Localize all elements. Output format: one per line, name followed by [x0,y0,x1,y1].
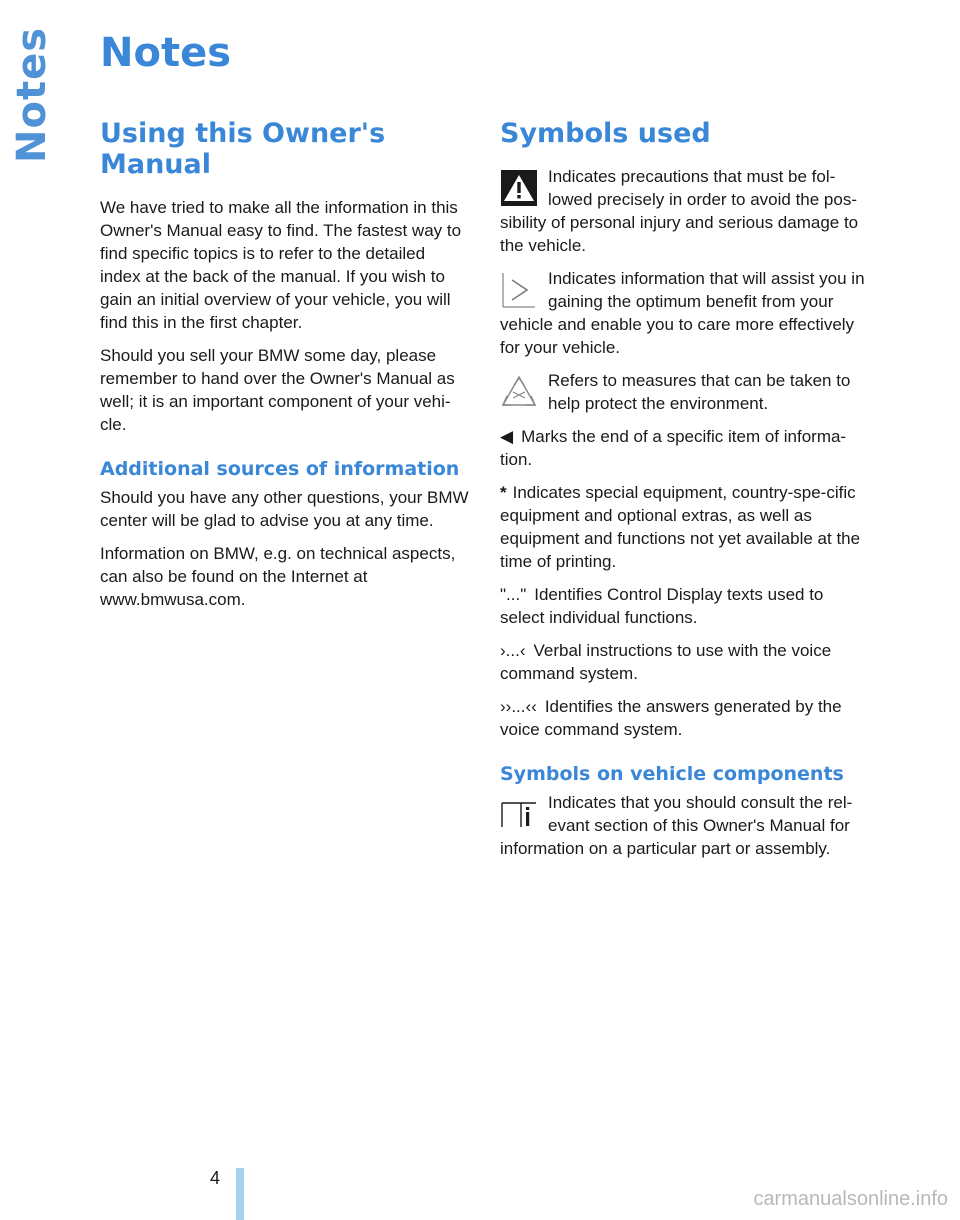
right-column [500,118,870,870]
subheading-sources: Additional sources of information [100,458,460,480]
recycle-icon [500,371,538,413]
watermark: carmanualsonline.info [753,1188,948,1210]
star-entry [500,481,870,573]
paragraph-questions: Should you have any other questions, your BMW center will be glad to advise you at any time. [100,488,469,530]
left-column [100,118,470,621]
quote-text: Identifies Control Display texts used to select individual functions. [500,585,824,627]
quote-symbol: "..." [500,585,527,604]
end-mark-icon: ◀ [500,427,514,446]
page-title: Notes [100,30,232,76]
info-book-icon [500,793,538,835]
page-bar [236,1168,244,1220]
answer-symbol: ››...‹‹ [500,697,537,716]
quote-entry [500,583,870,629]
voice-entry [500,639,870,685]
star-text: Indicates special equipment, country-spe-cific equipment and optional extras, as well as equipment and functions not yet available at the time of printing. [500,483,861,571]
subheading-components: Symbols on vehicle components [500,763,844,785]
answer-entry [500,695,870,741]
star-icon: * [500,483,507,502]
section-heading-symbols: Symbols used [500,118,711,149]
arrow-triangle-icon [500,269,538,311]
symbol-component-entry [500,791,870,860]
symbol-environment-text: Refers to measures that can be taken to help protect the environment. [548,371,851,413]
side-tab [4,26,60,164]
voice-text: Verbal instructions to use with the voice command system. [500,641,832,683]
symbol-warning-entry [500,165,870,257]
paragraph-internet: Information on BMW, e.g. on technical aspects, can also be found on the Internet at www.bmwusa.com. [100,544,456,609]
voice-symbol: ›...‹ [500,641,526,660]
symbol-info-text: Indicates information that will assist you in gaining the optimum benefit from your vehicle and enable you to care more effectively for your vehicle. [500,269,865,357]
paragraph-intro: We have tried to make all the information in this Owner's Manual easy to find. The fastest way to find specific topics is to refer to the detailed index at the back of the manual. If you wish to gain an initial overview of your vehicle, you will find this in the first chapter. [100,198,462,332]
page-number: 4 [210,1168,221,1188]
answer-text: Identifies the answers generated by the voice command system. [500,697,842,739]
symbol-warning-text: Indicates precautions that must be fol-lowed precisely in order to avoid the pos-sibility of personal injury and serious damage to the vehicle. [500,167,859,255]
end-mark-text: Marks the end of a specific item of informa-tion. [500,427,847,469]
side-tab-label: Notes [9,26,56,164]
symbol-component-text: Indicates that you should consult the rel-evant section of this Owner's Manual for information on a particular part or assembly. [500,793,853,858]
section-heading-manual: Using this Owner's Manual [100,118,386,180]
symbol-info-entry [500,267,870,359]
symbol-environment-entry [500,369,870,415]
warning-triangle-icon [500,167,538,209]
paragraph-sell: Should you sell your BMW some day, please remember to hand over the Owner's Manual as well; it is an important component of your vehi-cle. [100,346,455,434]
end-mark-entry [500,425,870,471]
